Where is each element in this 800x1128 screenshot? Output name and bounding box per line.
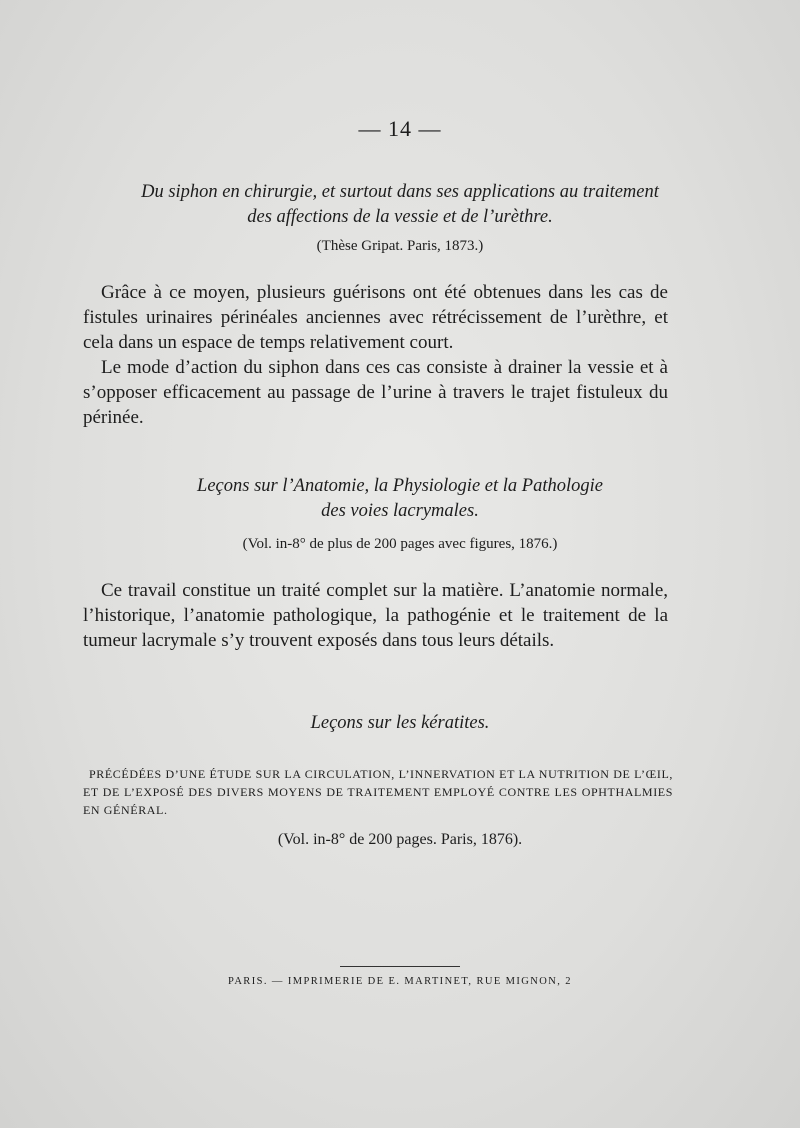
section-1-title	[70, 180, 730, 230]
page-number: — 14 —	[358, 116, 442, 141]
printer-imprint: PARIS. — IMPRIMERIE DE E. MARTINET, RUE MIGNON, 2	[228, 976, 572, 987]
section-2-reference: (Vol. in-8° de plus de 200 pages avec figures, 1876.)	[242, 536, 558, 552]
footer-rule	[340, 966, 460, 967]
section-3-title-line-1: Leçons sur les kératites.	[310, 713, 490, 733]
section-1-title-line-2: des affections de la vessie et de l’urèthre.	[247, 207, 553, 227]
section-1-title-line-1: Du siphon en chirurgie, et surtout dans ses applications au traitement	[141, 182, 659, 202]
section-3-subtitle: PRÉCÉDÉES D’UNE ÉTUDE SUR LA CIRCULATION, L’INNERVATION ET LA NUTRITION DE L’ŒIL, ET DE L’EXPOSÉ DES DIVERS MOYENS DE TRAITEMENT EMPLOYÉ CONTRE LES OPHTHALMIES EN GÉNÉRAL.	[83, 767, 673, 817]
section-2-title-line-2: des voies lacrymales.	[321, 501, 479, 521]
section-1-reference: (Thèse Gripat. Paris, 1873.)	[316, 238, 484, 254]
section-1-paragraph-1: Grâce à ce moyen, plusieurs guérisons ont été obtenues dans les cas de fistules urinaires périnéales anciennes avec rétrécissement de l’urèthre, et cela dans un espace de temps relativement court.	[83, 282, 668, 353]
section-2-body	[83, 578, 668, 653]
section-3-title	[70, 711, 730, 736]
section-2-title	[70, 474, 730, 524]
section-3-reference: (Vol. in-8° de 200 pages. Paris, 1876).	[277, 831, 523, 848]
section-2-title-line-1: Leçons sur l’Anatomie, la Physiologie et la Pathologie	[197, 476, 603, 496]
section-2-paragraph-1: Ce travail constitue un traité complet sur la matière. L’anatomie normale, l’historique, l’anatomie pathologique, la pathogénie et le traitement de la tumeur lacrymale s’y trouvent exposés dans tous leurs détails.	[83, 580, 668, 651]
section-1-body	[83, 280, 668, 430]
section-1-paragraph-2: Le mode d’action du siphon dans ces cas consiste à drainer la vessie et à s’opposer efficacement au passage de l’urine à travers le trajet fistuleux du périnée.	[83, 357, 668, 428]
